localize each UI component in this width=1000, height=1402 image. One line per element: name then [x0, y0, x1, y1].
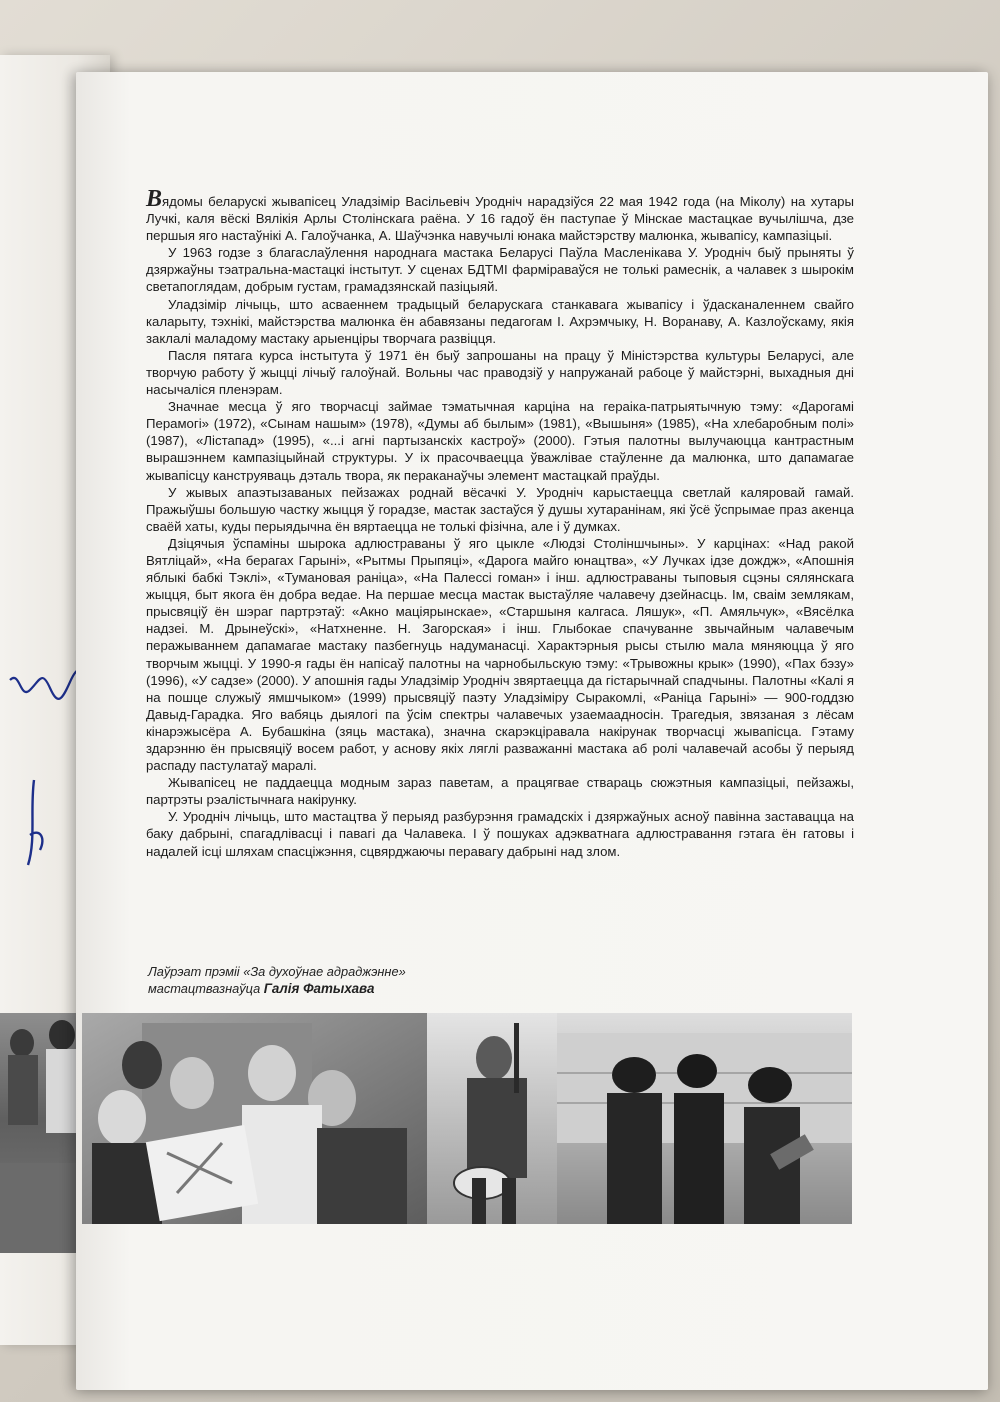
collage-photo-students	[82, 1013, 442, 1224]
photo-collage	[82, 1013, 852, 1224]
drop-cap: В	[146, 186, 163, 212]
collage-photo-soldier	[427, 1013, 557, 1224]
article-body	[146, 186, 854, 860]
article-paragraph: Вядомы беларускі жывапісец Уладзімір Васільевіч Уродніч нарадзіўся 22 мая 1942 года (на Міколу) на хутары Лучкі, каля вёскі Вялікія Арлы Столінскага раёна. У 16 гадоў ён паступае ў Мінскае мастацкае вучылішча, дзе першыя яго настаўнікі А. Галоўчанка, А. Шаўчэнка навучылі юнака майстэрству малюнка, жывапісу, кампазіцыі.	[146, 186, 854, 244]
article-paragraph: Значнае месца ў яго творчасці займае тэматычная карціна на гераіка-патрыятычную тэму: «Дарогамі Перамогі» (1972), «Сынам нашым» (1978), «Думы аб былым» (1981), «Вышыня» (1985), «На хлебаробным полі» (1987), «Лістапад» (1995), «...і агні партызанскіх кастроў» (2000). Гэтыя палотны вылучаюцца кантрастным вырашэннем кампазіцыйнай структуры. У іх прасочваецца ўважлівае стаўленне да малюнка, што дапамагае жывапісцу канструяваць дэталь твора, як пераканаўчы элемент мастацкай праўды.	[146, 399, 854, 483]
collage-photo-winter-square	[557, 1013, 852, 1224]
article-paragraph: У жывых апаэтызаваных пейзажах роднай вёсачкі У. Уродніч карыстаецца светлай каляровай гамай. Пражыўшы большую частку жыцця ў горадзе, мастак застаўся ў душы хутаранінам, які ўсё ўспрымае праз акенца сваёй хаты, куды перыядычна ён вяртаецца не толькі фізічна, але і ў думках.	[146, 484, 854, 534]
author-name: Галія Фатыхава	[263, 981, 375, 996]
author-role-line: мастацтвазнаўца Галія Фатыхава	[148, 981, 375, 996]
article-paragraph: У. Уродніч лічыць, што мастацтва ў перыяд разбурэння грамадскіх і дзяржаўных асноў павінна заставацца на баку дабрыні, спагадлівасці і павагі да Чалавека. І ў пошуках адэкватнага адлюстравання гэтага ён гатовы і надалей ісці шляхам спасціжэння, сцвярджаючы перавагу дабрыні над злом.	[146, 809, 854, 859]
article-paragraph: Пасля пятага курса інстытута ў 1971 ён быў запрошаны на працу ў Міністэрства культуры Беларусі, але творчую работу ў жыцці лічыў галоўнай. Вольны час праводзіў у напружанай рабоце ў майстэрні, выхадныя дні насычаліся пленэрам.	[146, 347, 854, 398]
article-paragraph: Уладзімір лічыць, што асваеннем традыцый беларускага станкавага жывапісу і ўдасканаленнем свайго каларыту, тэхнікі, майстэрства малюнка ён абавязаны педагогам І. Ахрэмчыку, Н. Воранаву, А. Казлоўскаму, якія заклалі маладому мастаку арыенціры творчага развіцця.	[146, 296, 854, 346]
author-award: Лаўрэат прэміі «За духоўнае адраджэнне»	[148, 964, 406, 979]
article-paragraph: Жывапісец не паддаецца модным зараз паветам, а працягвае ствараць сюжэтныя кампазіцыі, пейзажы, партрэты рэалістычнага накірунку.	[146, 775, 854, 808]
author-credit	[148, 963, 406, 997]
article-paragraph: Дзіцячыя ўспаміны шырока адлюстраваны ў яго цыкле «Людзі Століншчыны». У карцінах: «Над ракой Вятліцай», «На берагах Гарыні», «Рытмы Прыпяці», «Дарога майго юнацтва», «У Лучках ідзе дождж», «Апошнія яблыкі бабкі Тэклі», «Тумановая раніца», «На Палессі гоман» і інш. адлюстраваны тыповыя сцэны сялянскага жыцця, быт якога ён добра ведае. На першае месца мастак выстаўляе чалавечу дзейнасць. Ім, сваім землякам, прысвяціў ён шэраг партрэтаў: «Акно маціярынскае», «Старшыня калгаса. Ляшук», «П. Амяльчук», «Вясёлка надзеі. М. Дрынеўскі», «Натхненне. Н. Загорская» і інш. Глыбокае спачуванне звычайным чалавечым перажываннем дапамагае мастаку пазбегнуць надуманасці. Характэрныя рысы стылю мала мяняюцца ў яго творчым жыцці. У 1990-я гады ён напісаў палотны на чарнобыльскую тэму: «Трывожны крык» (1990), «Пах бэзу» (1996), «У садзе» (2000). У апошнія гады Уладзімір Уродніч звяртаецца да гістарычнай спадчыны. Палотны «Калі я на пошце служыў ямшчыком» (1999) прысвяціў паэту Уладзіміру Сыракомлі, «Раніца Гарыні» — 900-годдзю Давыд-Гарадка. Яго вабяць дыялогі па ўсім спектры чалавечых узаемаадносін. Трагедыя, звязаная з лёсам кінарэжысёра А. Бубашкіна (зяць мастака), значна скарэкціравала накірунак творчасці жывапісца. Гэтаму здарэнню ён прысвяціў восем работ, у аснову якіх ляглі разважанні мастака аб ролі чалавечай асобы ў перыяд распаду пастулатаў маралі.	[146, 535, 854, 774]
article-paragraph: У 1963 годзе з благаслаўлення народнага мастака Беларусі Паўла Масленікава У. Уродніч быў прыняты ў дзяржаўны тэатральна-мастацкі інстытут. У сценах БДТМІ фарміраваўся не толькі рамеснік, а чалавек з шырокім светапоглядам, добрым густам, грамадзянскай пазіцыяй.	[146, 245, 854, 295]
